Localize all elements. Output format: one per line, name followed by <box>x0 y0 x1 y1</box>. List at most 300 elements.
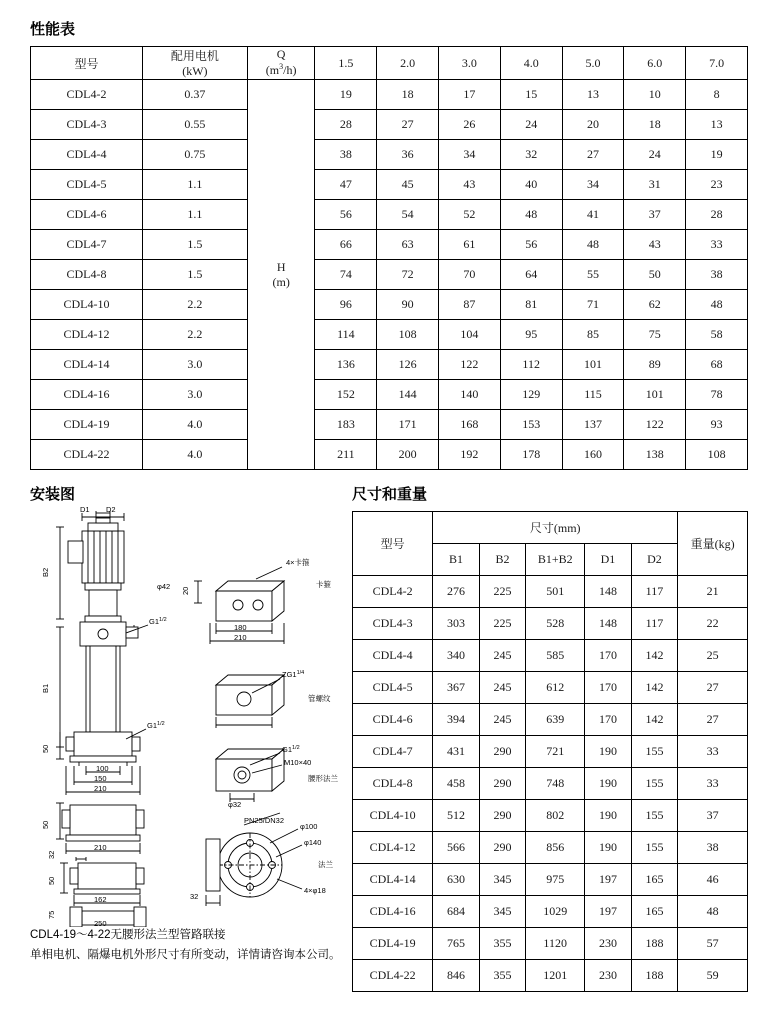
installation-drawing <box>30 507 342 927</box>
cell-head: 62 <box>624 290 686 320</box>
cell-model: CDL4-3 <box>353 608 433 640</box>
cell-model: CDL4-4 <box>31 140 143 170</box>
cell-d2: 155 <box>631 832 677 864</box>
cell-weight: 46 <box>678 864 748 896</box>
cell-motor: 4.0 <box>142 440 247 470</box>
label-dim-100: 100 <box>96 764 109 773</box>
cell-weight: 33 <box>678 736 748 768</box>
cell-model: CDL4-19 <box>31 410 143 440</box>
cell-d2: 142 <box>631 640 677 672</box>
cell-head: 56 <box>500 230 562 260</box>
cell-head: 101 <box>624 380 686 410</box>
dimension-table <box>352 511 748 992</box>
cell-d2: 142 <box>631 704 677 736</box>
cell-head: 70 <box>439 260 501 290</box>
cell-head: 32 <box>500 140 562 170</box>
table-row <box>353 864 748 896</box>
table-row <box>353 928 748 960</box>
table-row <box>353 608 748 640</box>
label-phi140: φ140 <box>304 838 322 847</box>
cell-motor: 1.1 <box>142 200 247 230</box>
cell-b2: 290 <box>479 736 525 768</box>
table-row <box>353 960 748 992</box>
cell-b2: 245 <box>479 640 525 672</box>
table-row <box>31 410 748 440</box>
cell-model: CDL4-2 <box>353 576 433 608</box>
cell-d2: 155 <box>631 736 677 768</box>
cell-model: CDL4-6 <box>353 704 433 736</box>
cell-head: 160 <box>562 440 624 470</box>
cell-head: 18 <box>377 80 439 110</box>
cell-head: 48 <box>500 200 562 230</box>
cell-head: 58 <box>686 320 748 350</box>
cell-b2: 245 <box>479 672 525 704</box>
table-row <box>31 290 748 320</box>
cell-b2: 245 <box>479 704 525 736</box>
cell-head: 43 <box>439 170 501 200</box>
cell-sum: 721 <box>526 736 585 768</box>
table-row <box>353 832 748 864</box>
table-row <box>353 800 748 832</box>
cell-b1: 394 <box>433 704 479 736</box>
cell-model: CDL4-12 <box>353 832 433 864</box>
cell-d1: 148 <box>585 608 631 640</box>
label-b2: B2 <box>41 567 50 577</box>
table-row <box>353 640 748 672</box>
cell-head: 45 <box>377 170 439 200</box>
table-row <box>31 200 748 230</box>
cell-weight: 48 <box>678 896 748 928</box>
cell-head: 96 <box>315 290 377 320</box>
cell-head: 211 <box>315 440 377 470</box>
cell-head: 104 <box>439 320 501 350</box>
cell-d1: 170 <box>585 640 631 672</box>
cell-model: CDL4-8 <box>353 768 433 800</box>
cell-model: CDL4-19 <box>353 928 433 960</box>
cell-motor: 0.37 <box>142 80 247 110</box>
header-flow-5: 5.0 <box>562 47 624 80</box>
cell-d1: 148 <box>585 576 631 608</box>
header-weight: 重量(kg) <box>678 512 748 576</box>
table-row <box>353 576 748 608</box>
cell-model: CDL4-16 <box>31 380 143 410</box>
label-phi100: φ100 <box>300 822 318 831</box>
label-dim-50a: 50 <box>41 744 50 753</box>
cell-head: 27 <box>377 110 439 140</box>
cell-b2: 225 <box>479 576 525 608</box>
cell-sum: 856 <box>526 832 585 864</box>
header-b1: B1 <box>433 544 479 576</box>
cell-head: 68 <box>686 350 748 380</box>
cell-head: 26 <box>439 110 501 140</box>
cell-model: CDL4-3 <box>31 110 143 140</box>
label-dim-32b: 32 <box>190 892 199 901</box>
cell-weight: 59 <box>678 960 748 992</box>
cell-head: 108 <box>377 320 439 350</box>
header-d2: D2 <box>631 544 677 576</box>
label-pipe-thread: 管螺纹 <box>308 694 331 703</box>
cell-head: 138 <box>624 440 686 470</box>
cell-head: 31 <box>624 170 686 200</box>
cell-head: 37 <box>624 200 686 230</box>
cell-head: 183 <box>315 410 377 440</box>
footnote-line-2: 单相电机、隔爆电机外形尺寸有所变动，详情请咨询本公司。 <box>30 948 341 961</box>
cell-d1: 190 <box>585 736 631 768</box>
header-flow-7: 7.0 <box>686 47 748 80</box>
cell-weight: 22 <box>678 608 748 640</box>
label-oval-flange: 腰形法兰 <box>308 774 338 783</box>
table-row <box>31 140 748 170</box>
label-phi32: φ32 <box>228 800 242 809</box>
cell-d2: 142 <box>631 672 677 704</box>
cell-weight: 27 <box>678 672 748 704</box>
cell-weight: 27 <box>678 704 748 736</box>
cell-head: 13 <box>686 110 748 140</box>
header-d1: D1 <box>585 544 631 576</box>
label-g-half-bottom: $G1^{1/2}$ <box>147 721 165 730</box>
cell-head: 24 <box>500 110 562 140</box>
cell-head: 19 <box>315 80 377 110</box>
cell-head: 74 <box>315 260 377 290</box>
cell-b1: 566 <box>433 832 479 864</box>
cell-b2: 225 <box>479 608 525 640</box>
cell-motor: 0.55 <box>142 110 247 140</box>
table-row <box>31 380 748 410</box>
cell-head: 71 <box>562 290 624 320</box>
cell-d1: 190 <box>585 768 631 800</box>
header-flow <box>247 47 315 80</box>
cell-head: 93 <box>686 410 748 440</box>
cell-head: 27 <box>562 140 624 170</box>
header-flow-2: 2.0 <box>377 47 439 80</box>
cell-head: 85 <box>562 320 624 350</box>
table-row <box>353 736 748 768</box>
cell-d1: 197 <box>585 896 631 928</box>
header-flow-6: 6.0 <box>624 47 686 80</box>
cell-head: 34 <box>562 170 624 200</box>
cell-head: 108 <box>686 440 748 470</box>
header-model: 型号 <box>353 512 433 576</box>
cell-d1: 197 <box>585 864 631 896</box>
label-dim-75: 75 <box>47 910 56 919</box>
cell-d2: 117 <box>631 608 677 640</box>
table-row <box>353 768 748 800</box>
table-row <box>31 320 748 350</box>
cell-b1: 276 <box>433 576 479 608</box>
label-dim-150: 150 <box>94 774 107 783</box>
cell-head: 13 <box>562 80 624 110</box>
label-dim-20: 20 <box>181 586 190 595</box>
table-row <box>353 672 748 704</box>
cell-d1: 230 <box>585 960 631 992</box>
cell-model: CDL4-6 <box>31 200 143 230</box>
cell-head: 126 <box>377 350 439 380</box>
cell-head: 89 <box>624 350 686 380</box>
cell-model: CDL4-5 <box>31 170 143 200</box>
cell-head: 122 <box>439 350 501 380</box>
cell-sum: 501 <box>526 576 585 608</box>
dimension-title: 尺寸和重量 <box>352 486 428 503</box>
cell-b1: 340 <box>433 640 479 672</box>
cell-head: 33 <box>686 230 748 260</box>
cell-head: 101 <box>562 350 624 380</box>
table-row <box>353 896 748 928</box>
cell-head: 17 <box>439 80 501 110</box>
installation-title: 安装图 <box>30 486 76 503</box>
cell-b1: 303 <box>433 608 479 640</box>
cell-model: CDL4-4 <box>353 640 433 672</box>
cell-weight: 37 <box>678 800 748 832</box>
cell-head: 140 <box>439 380 501 410</box>
label-d1: D1 <box>80 507 90 514</box>
table-row <box>31 110 748 140</box>
cell-model: CDL4-7 <box>31 230 143 260</box>
cell-motor: 1.5 <box>142 260 247 290</box>
label-clamp-spec: 4×卡箍 <box>286 558 310 567</box>
cell-head: 115 <box>562 380 624 410</box>
header-motor-line1: 配用电机 <box>170 49 219 63</box>
label-b1: B1 <box>41 683 50 693</box>
cell-model: CDL4-10 <box>31 290 143 320</box>
cell-b1: 846 <box>433 960 479 992</box>
label-d2: D2 <box>106 507 116 514</box>
cell-model: CDL4-10 <box>353 800 433 832</box>
cell-head: 36 <box>377 140 439 170</box>
cell-head: 114 <box>315 320 377 350</box>
cell-d1: 170 <box>585 704 631 736</box>
cell-b1: 431 <box>433 736 479 768</box>
performance-title: 性能表 <box>30 21 76 38</box>
cell-head: 112 <box>500 350 562 380</box>
table-row <box>31 230 748 260</box>
table-row <box>31 170 748 200</box>
cell-head: 64 <box>500 260 562 290</box>
cell-head: 78 <box>686 380 748 410</box>
cell-head: 144 <box>377 380 439 410</box>
cell-b1: 684 <box>433 896 479 928</box>
label-dim-50b: 50 <box>41 820 50 829</box>
cell-d1: 230 <box>585 928 631 960</box>
cell-head: 129 <box>500 380 562 410</box>
cell-head: 48 <box>686 290 748 320</box>
header-flow-3: 3.0 <box>439 47 501 80</box>
cell-model: CDL4-14 <box>353 864 433 896</box>
cell-sum: 528 <box>526 608 585 640</box>
cell-sum: 639 <box>526 704 585 736</box>
label-flange: 法兰 <box>318 860 333 869</box>
table-row <box>353 704 748 736</box>
cell-model: CDL4-22 <box>31 440 143 470</box>
cell-b1: 458 <box>433 768 479 800</box>
label-dim-50c: 50 <box>47 876 56 885</box>
cell-motor: 1.5 <box>142 230 247 260</box>
cell-model: CDL4-2 <box>31 80 143 110</box>
cell-d2: 165 <box>631 896 677 928</box>
cell-b1: 765 <box>433 928 479 960</box>
cell-head: 81 <box>500 290 562 320</box>
footnote-line-1: CDL4-19～4-22无腰形法兰型管路联接 <box>30 929 226 941</box>
cell-b2: 345 <box>479 896 525 928</box>
label-zg: $ZG1^{1/4}$ <box>282 670 305 679</box>
header-motor-line2: (kW) <box>182 64 208 78</box>
header-model: 型号 <box>31 47 143 80</box>
cell-b2: 355 <box>479 928 525 960</box>
cell-model: CDL4-16 <box>353 896 433 928</box>
header-flow-4: 4.0 <box>500 47 562 80</box>
cell-b1: 512 <box>433 800 479 832</box>
cell-model: CDL4-12 <box>31 320 143 350</box>
label-phi42: φ42 <box>157 582 171 591</box>
cell-head: 55 <box>562 260 624 290</box>
cell-motor: 2.2 <box>142 290 247 320</box>
cell-head: 8 <box>686 80 748 110</box>
cell-motor: 0.75 <box>142 140 247 170</box>
label-phi18: 4×φ18 <box>304 886 326 895</box>
cell-motor: 1.1 <box>142 170 247 200</box>
cell-head: 28 <box>686 200 748 230</box>
cell-motor: 3.0 <box>142 350 247 380</box>
cell-head-symbol: H (m) <box>247 80 315 470</box>
label-g-half-top: $G1^{1/2}$ <box>149 617 167 626</box>
cell-head: 87 <box>439 290 501 320</box>
cell-head: 63 <box>377 230 439 260</box>
cell-head: 171 <box>377 410 439 440</box>
label-dim-210a: 210 <box>94 784 107 793</box>
table-row <box>31 260 748 290</box>
cell-d2: 117 <box>631 576 677 608</box>
cell-head: 43 <box>624 230 686 260</box>
cell-head: 178 <box>500 440 562 470</box>
cell-d1: 190 <box>585 800 631 832</box>
cell-b1: 367 <box>433 672 479 704</box>
cell-model: CDL4-7 <box>353 736 433 768</box>
label-dim-210b: 210 <box>234 633 247 642</box>
cell-head: 34 <box>439 140 501 170</box>
cell-head: 168 <box>439 410 501 440</box>
cell-sum: 748 <box>526 768 585 800</box>
cell-head: 61 <box>439 230 501 260</box>
cell-head: 38 <box>315 140 377 170</box>
cell-d2: 165 <box>631 864 677 896</box>
cell-head: 122 <box>624 410 686 440</box>
footnotes <box>30 926 360 965</box>
header-dims-group: 尺寸(mm) <box>433 512 678 544</box>
cell-head: 52 <box>439 200 501 230</box>
cell-head: 40 <box>500 170 562 200</box>
cell-sum: 612 <box>526 672 585 704</box>
cell-head: 19 <box>686 140 748 170</box>
cell-head: 24 <box>624 140 686 170</box>
cell-head: 23 <box>686 170 748 200</box>
cell-head: 20 <box>562 110 624 140</box>
label-gl: $G1^{1/2}$ <box>282 745 300 754</box>
cell-model: CDL4-14 <box>31 350 143 380</box>
label-dim-162: 162 <box>94 895 107 904</box>
cell-sum: 1201 <box>526 960 585 992</box>
label-dim-210c: 210 <box>94 843 107 852</box>
cell-head: 95 <box>500 320 562 350</box>
cell-head: 75 <box>624 320 686 350</box>
cell-weight: 25 <box>678 640 748 672</box>
cell-head: 28 <box>315 110 377 140</box>
cell-d2: 188 <box>631 960 677 992</box>
cell-model: CDL4-22 <box>353 960 433 992</box>
cell-sum: 975 <box>526 864 585 896</box>
cell-d2: 155 <box>631 768 677 800</box>
cell-b2: 290 <box>479 768 525 800</box>
cell-head: 10 <box>624 80 686 110</box>
label-pn25-real: PN25/DN32 <box>244 816 285 825</box>
cell-head: 38 <box>686 260 748 290</box>
header-b1b2: B1+B2 <box>526 544 585 576</box>
cell-head: 152 <box>315 380 377 410</box>
cell-head: 41 <box>562 200 624 230</box>
cell-model: CDL4-8 <box>31 260 143 290</box>
cell-head: 72 <box>377 260 439 290</box>
label-clamp: 卡箍 <box>316 580 331 589</box>
header-motor <box>142 47 247 80</box>
cell-d1: 190 <box>585 832 631 864</box>
cell-model: CDL4-5 <box>353 672 433 704</box>
label-dim-250: 250 <box>94 919 107 927</box>
table-row <box>31 350 748 380</box>
cell-sum: 802 <box>526 800 585 832</box>
cell-head: 153 <box>500 410 562 440</box>
cell-head: 15 <box>500 80 562 110</box>
header-b2: B2 <box>479 544 525 576</box>
cell-weight: 57 <box>678 928 748 960</box>
table-row <box>31 80 748 110</box>
cell-weight: 33 <box>678 768 748 800</box>
performance-table <box>30 46 748 470</box>
cell-head: 66 <box>315 230 377 260</box>
cell-head: 137 <box>562 410 624 440</box>
table-row <box>31 440 748 470</box>
cell-head: 47 <box>315 170 377 200</box>
cell-head: 48 <box>562 230 624 260</box>
cell-d2: 188 <box>631 928 677 960</box>
label-dim-32: 32 <box>47 850 56 859</box>
header-flow-1: 1.5 <box>315 47 377 80</box>
cell-head: 136 <box>315 350 377 380</box>
table-header-row <box>353 512 748 544</box>
cell-motor: 3.0 <box>142 380 247 410</box>
cell-sum: 1120 <box>526 928 585 960</box>
cell-motor: 4.0 <box>142 410 247 440</box>
cell-sum: 1029 <box>526 896 585 928</box>
cell-head: 54 <box>377 200 439 230</box>
cell-b2: 290 <box>479 800 525 832</box>
cell-head: 192 <box>439 440 501 470</box>
cell-sum: 585 <box>526 640 585 672</box>
cell-b2: 345 <box>479 864 525 896</box>
cell-head: 90 <box>377 290 439 320</box>
label-m10: M10×40 <box>284 758 312 767</box>
cell-motor: 2.2 <box>142 320 247 350</box>
cell-head: 18 <box>624 110 686 140</box>
cell-d1: 170 <box>585 672 631 704</box>
table-header-row <box>31 47 748 80</box>
cell-weight: 21 <box>678 576 748 608</box>
cell-b1: 630 <box>433 864 479 896</box>
header-q-symbol: Q <box>276 47 286 62</box>
cell-head: 200 <box>377 440 439 470</box>
cell-b2: 290 <box>479 832 525 864</box>
label-dim-180: 180 <box>234 623 247 632</box>
header-q-unit: $(m^3/h)$ <box>265 61 297 77</box>
cell-head: 56 <box>315 200 377 230</box>
cell-head: 50 <box>624 260 686 290</box>
